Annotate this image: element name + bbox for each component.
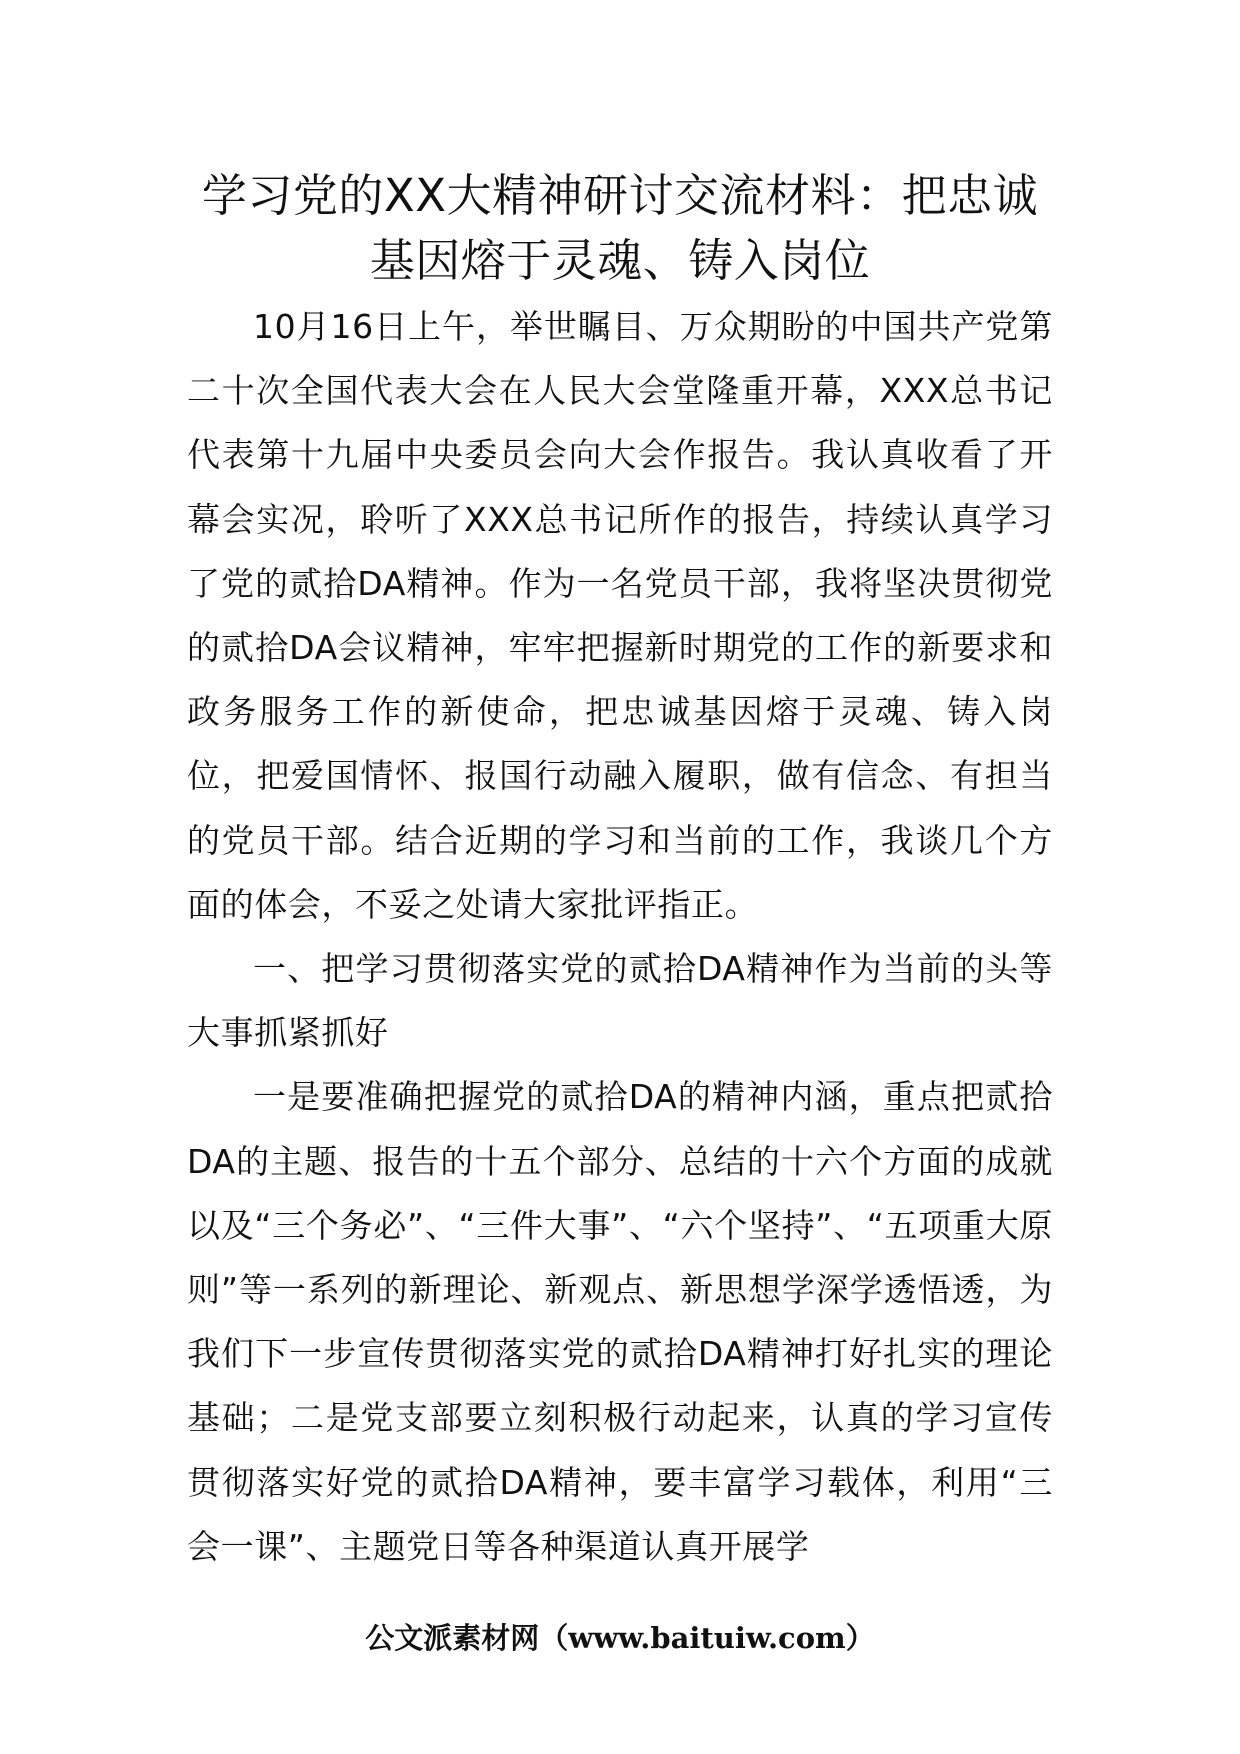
section-heading-1: 一、把学习贯彻落实党的贰拾DA精神作为当前的头等大事抓紧抓好 <box>187 949 1053 1053</box>
document-body <box>187 295 1053 1579</box>
title-line-2: 基因熔于灵魂、铸入岗位 <box>369 234 871 287</box>
intro-paragraph: 10月16日上午，举世瞩目、万众期盼的中国共产党第二十次全国代表大会在人民大会堂隆重开幕，XXX总书记代表第十九届中央委员会向大会作报告。我认真收看了开幕会实况，聆听了XXX总书记所作的报告，持续认真学习了党的贰拾DA精神。作为一名党员干部，我将坚决贯彻党的贰拾DA会议精神，牢牢把握新时期党的工作的新要求和政务服务工作的新使命，把忠诚基因熔于灵魂、铸入岗位，把爱国情怀、报国行动融入履职，做有信念、有担当的党员干部。结合近期的学习和当前的工作，我谈几个方面的体会，不妥之处请大家批评指正。 <box>187 307 1053 924</box>
document-title <box>170 163 1070 293</box>
title-line-1: 学习党的XX大精神研讨交流材料：把忠诚 <box>201 169 1039 222</box>
section-1-paragraph: 一是要准确把握党的贰拾DA的精神内涵，重点把贰拾DA的主题、报告的十五个部分、总结的十六个方面的成就以及“三个务必”、“三件大事”、“六个坚持”、“五项重大原则”等一系列的新理论、新观点、新思想学深学透悟透，为我们下一步宣传贯彻落实党的贰拾DA精神打好扎实的理论基础；二是党支部要立刻积极行动起来，认真的学习宣传贯彻落实好党的贰拾DA精神，要丰富学习载体，利用“三会一课”、主题党日等各种渠道认真开展学 <box>187 1077 1053 1566</box>
footer-watermark: 公文派素材网（www.baituiw.com） <box>365 1621 875 1655</box>
